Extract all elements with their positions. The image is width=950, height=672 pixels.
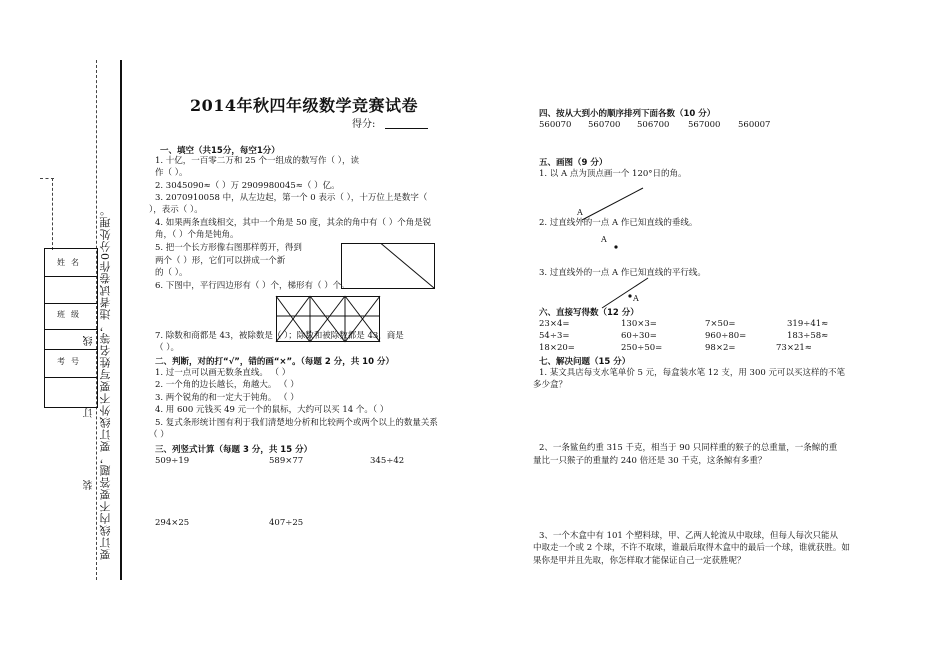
s1-line: 4. 如果两条直线相交，其中一个角是 50 度，其余的角中有（ ）个角是锐 [155,218,432,228]
dashed-line-top-cap [40,178,54,179]
calc-problem: 345÷42 [370,456,405,466]
number-item: 506700 [637,120,670,130]
mental-math-item: 130×3= [621,319,657,329]
problem-line: 果你是甲并且先取，你怎样取才能保证自己一定获胜呢？ [533,556,746,566]
draw-question-3: 3. 过直线外的一点 A 作已知直线的平行线。 [539,268,706,278]
section2-heading: 二、判断，对的打“√”，错的画“×”。（每题 2 分，共 10 分） [155,357,394,367]
s2-line: 3. 两个锐角的和一定大于钝角。 （ ） [155,393,299,403]
mental-math-item: 18×20= [539,343,575,353]
mental-math-item: 23×4= [539,319,570,329]
score-blank[interactable] [385,128,428,129]
number-label: 考号 [57,357,85,366]
point-a-label: A [601,235,607,244]
problem-line: 1. 某文具店每支水笔单价 5 元，每盒装水笔 12 支，用 300 元可以买这样的不笔 [539,368,845,378]
mental-math-item: 7×50= [705,319,736,329]
s2-line: 4. 用 600 元钱买 49 元一个的鼠标，大约可以买 14 个。（ ） [155,405,389,415]
number-item: 560700 [588,120,621,130]
s1-line: ），表示（ ）。 [149,205,203,215]
s1-line: 5. 把一个长方形像右图那样剪开，得到 [155,243,302,253]
point-a-label: A [577,208,583,217]
binding-warning-text: 要订线内不要答题，要订线外不要写姓名等，违者试卷作0分处理。 [99,204,112,560]
table-divider [45,303,97,304]
table-divider [45,329,97,330]
s1-line: 的（ ）。 [155,268,188,278]
student-info-table [44,248,98,408]
s1-line: 1. 十亿，一百零二万和 25 个一组成的数写作（ ），读 [155,156,359,166]
section1-heading: 一、填空（共15分，每空1分） [160,146,280,156]
draw-question-1: 1. 以 A 点为顶点画一个 120°日的角。 [539,169,687,179]
mental-math-item: 54÷3= [539,331,570,341]
binding-line-label: 装 订 线 [84,334,95,490]
section6-heading: 六、直接写得数（12 分） [539,308,639,318]
s1-line: 角，（ ）个角是钝角。 [155,230,239,240]
name-label: 姓名 [57,258,85,267]
section7-heading: 七、解决问题（15 分） [539,357,631,367]
s2-line: 5. 复式条形统计图有利于我们清楚地分析和比较两个或两个以上的数量关系 [155,418,438,428]
problem-line: 中取走一个或 2 个球，不许不取球，谁最后取得木盒中的最后一个球，谁就获胜。如 [533,543,850,553]
perpendicular-line-figure [560,236,670,266]
s1-line: 6. 下图中，平行四边形有（ ）个，梯形有（ ）个。 [155,281,350,291]
class-label: 班级 [57,310,85,319]
mental-math-item: 319÷41≈ [787,319,829,329]
section3-heading: 三、列竖式计算（每题 3 分，共 15 分） [155,445,313,455]
number-item: 560007 [738,120,771,130]
point-a-label: A [633,294,639,303]
problem-line: 3、一个木盒中有 101 个塑料球，甲、乙两人轮流从中取球，但每人每次只能从 [539,531,839,541]
angle-ray-figure [580,186,650,222]
table-divider [45,377,97,378]
section4-heading: 四、按从大到小的顺序排列下面各数（10 分） [539,109,716,119]
s1-line: 2. 3045090≈（ ）万 2909980045≈（ ）亿。 [155,181,340,191]
s1-line: 两个（ ）形，它们可以拼成一个新 [155,256,286,266]
number-item: 560070 [539,120,572,130]
calc-problem: 589×77 [269,456,304,466]
s2-line: 2. 一个角的边长越长，角越大。 （ ） [155,380,299,390]
calc-problem: 407÷25 [269,518,304,528]
number-item: 567000 [688,120,721,130]
table-divider [45,276,97,277]
mental-math-item: 60÷30= [621,331,657,341]
table-divider [45,349,97,350]
problem-line: 量比一只猴子的重量约 240 倍还是 30 千克，这条鲸有多重？ [533,456,767,466]
mental-math-item: 250÷50= [621,343,663,353]
s2-line: （ ） [149,430,169,440]
mental-math-item: 960÷80= [705,331,747,341]
mental-math-item: 183÷58≈ [787,331,829,341]
s1-line: （ ）。 [155,343,179,353]
exam-title: 2014年秋四年级数学竞赛试卷 [190,96,419,115]
dashed-line-top [52,178,53,250]
problem-line: 多少盒？ [533,380,568,390]
mental-math-item: 98×2= [705,343,736,353]
s1-line: 作（ ）。 [155,168,188,178]
problem-line: 2、一条鲨鱼约重 315 千克，相当于 90 只同样重的猴子的总重量，一条鲸的重 [539,443,838,453]
rectangle-cut-figure [341,243,435,289]
s1-line: 7. 除数和商都是 43，被除数是（ ）；除数和被除数都是 43，商是 [155,331,404,341]
s1-line: 3. 2070910058 中，从左边起，第一个 0 表示（ ），十万位上是数字（ [155,193,428,203]
draw-question-2: 2. 过直线外的一点 A 作已知直线的垂线。 [539,218,698,228]
parallelogram-grid-figure [276,296,380,342]
calc-problem: 509÷19 [155,456,190,466]
s2-line: 1. 过一点可以画无数条直线。 （ ） [155,368,291,378]
section5-heading: 五、画图（9 分） [539,158,608,168]
score-label: 得分: [352,119,376,130]
calc-problem: 294×25 [155,518,190,528]
binding-solid-line [120,60,122,580]
mental-math-item: 73×21≈ [776,343,812,353]
